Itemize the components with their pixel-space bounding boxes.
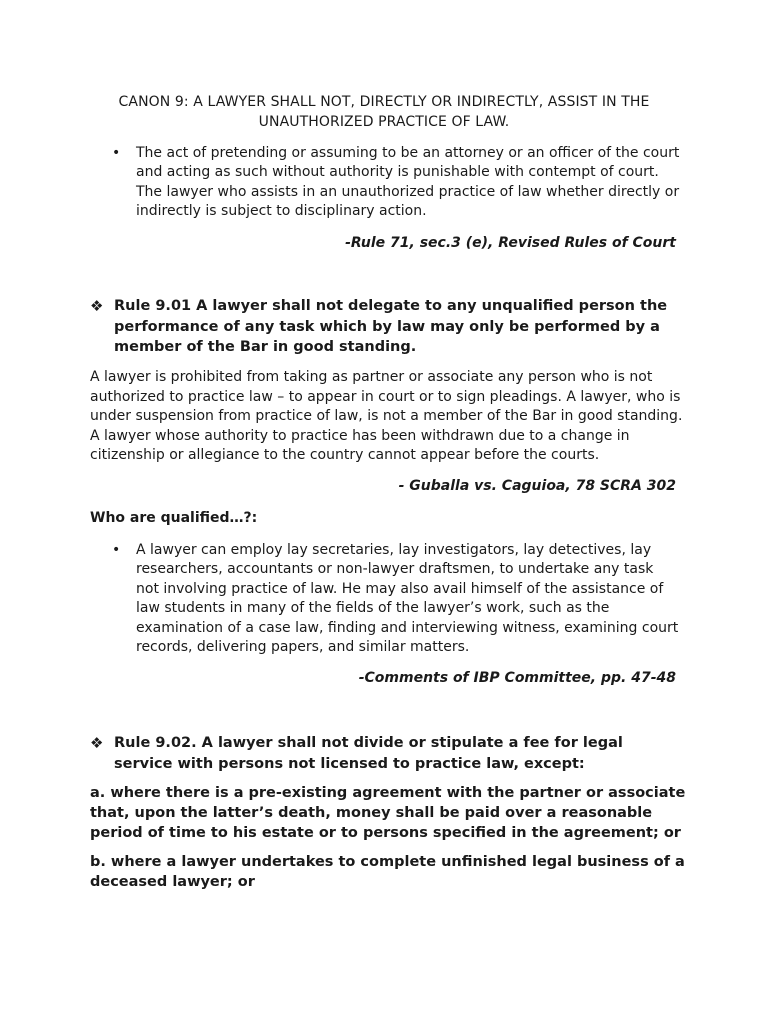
qualified-heading: Who are qualified…?:	[90, 510, 258, 526]
rule-902-text: Rule 9.02. A lawyer shall not divide or stipulate a fee for legal service with persons not licensed to practice law, except:	[114, 735, 623, 772]
bullet-icon: •	[112, 145, 121, 161]
diamond-bullet-icon: ❖	[90, 734, 104, 752]
canon-bullet-item	[112, 144, 682, 224]
rule-902-item-a: a. where there is a pre-existing agreement with the partner or associate that, upon the latter’s death, money shall be paid over a reasonable period of time to his estate or to persons specified in the agreement; or	[90, 785, 686, 841]
rule-901-citation: - Guballa vs. Caguioa, 78 SCRA 302	[398, 478, 676, 494]
canon-citation: -Rule 71, sec.3 (e), Revised Rules of Court	[345, 235, 676, 251]
rule-901-text: Rule 9.01 A lawyer shall not delegate to any unqualified person the performance of any task which by law may only be performed by a member of the Bar in good standing.	[114, 298, 668, 355]
rule-902-item	[90, 733, 680, 775]
bullet-icon: •	[112, 542, 121, 558]
qualified-bullet-item	[112, 541, 682, 659]
rule-902-item-b: b. where a lawyer undertakes to complete unfinished legal business of a deceased lawyer; or	[90, 854, 685, 890]
qualified-bullet-text: A lawyer can employ lay secretaries, lay investigators, lay detectives, lay researchers, accountants or non-lawyer draftsmen, to undertake any task not involving practice of law. He may also avail himself of the assistance of law students in many of the fields of the lawyer’s work, such as the examination of a case law, finding and interviewing witness, examining court records, delivering papers, and similar matters.	[136, 542, 679, 656]
canon-heading: CANON 9: A LAWYER SHALL NOT, DIRECTLY OR INDIRECTLY, ASSIST IN THE UNAUTHORIZED PRACTICE OF LAW.	[118, 94, 650, 130]
canon-bullet-text: The act of pretending or assuming to be an attorney or an officer of the court and acting as such without authority is punishable with contempt of court. The lawyer who assists in an unauthorized practice of law whether directly or indirectly is subject to disciplinary action.	[136, 145, 680, 220]
rule-901-item	[90, 296, 680, 358]
qualified-citation: -Comments of IBP Committee, pp. 47-48	[358, 670, 676, 686]
rule-901-paragraph: A lawyer is prohibited from taking as partner or associate any person who is not authorized to practice law – to appear in court or to sign pleadings. A lawyer, who is under suspension from practice of law, is not a member of the Bar in good standing. A lawyer whose authority to practice has been withdrawn due to a change in citizenship or allegiance to the country cannot appear before the courts.	[90, 369, 683, 463]
diamond-bullet-icon: ❖	[90, 297, 104, 315]
